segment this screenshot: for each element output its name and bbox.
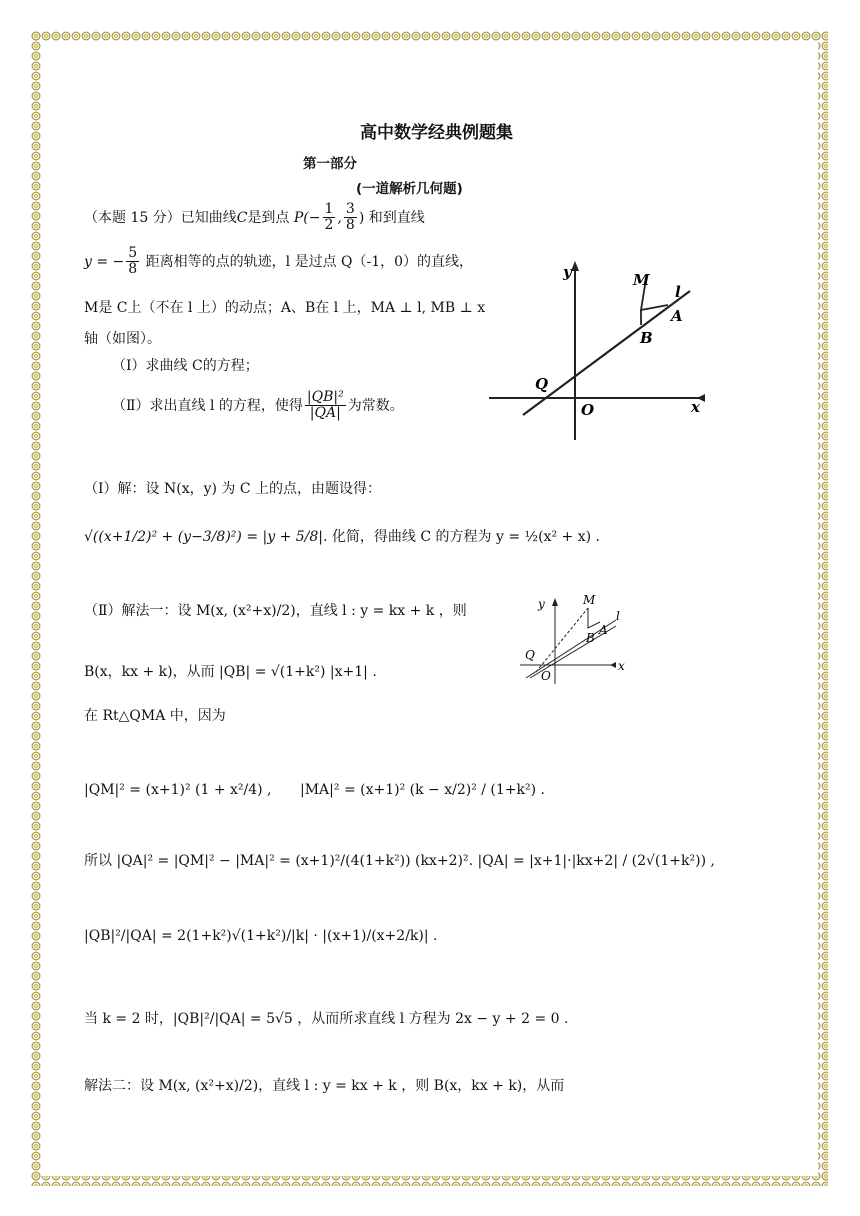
figure-1-diagram [485,255,710,445]
numerator: |QB|² [306,389,344,405]
fraction-half [323,202,336,234]
problem-text: 为常数。 [347,397,404,414]
solution-2-line-6: |QB|²/|QA| = 2(1+k²)√(1+k²)/|k| · |(x+1)/(x+2/k)| . [84,928,438,944]
part-heading: 第一部分 [303,156,357,172]
fig1-label-x: x [691,398,700,416]
qa-squared-equation: 所以 |QA|² = |QM|² − |MA|² = (x+1)²/(4(1+k²)) (kx+2)² [84,853,469,869]
fig1-label-b: B [640,329,653,347]
distance-equation: √((x+1/2)² + (y−3/8)²) = |y + 5/8| [84,529,324,545]
fig2-label-m: M [583,593,596,607]
y-arrow-icon [571,261,579,271]
problem-text: （Ⅱ）求出直线 l 的方程，使得 [112,397,303,414]
fig1-label-q: Q [535,375,549,393]
fig1-label-a: A [671,307,683,325]
problem-line-2 [84,246,473,278]
problem-line-3: M是 C上（不在 l 上）的动点；A、B在 l 上，MA ⊥ l, MB ⊥ x [84,300,486,316]
fig2-label-a: A [599,623,608,637]
solution-1-result: . 化简，得曲线 C 的方程为 y = ½(x² + x) . [323,529,600,545]
numerator: 1 [324,201,334,217]
fig2-label-o: O [541,669,551,683]
denominator: 8 [345,217,355,234]
fig2-label-l: l [616,609,620,623]
fraction-three-eighths [344,202,357,234]
solution-2-line-7: 当 k = 2 时，|QB|²/|QA| = 5√5 ，从而所求直线 l 方程为 2x − y + 2 = 0 . [84,1011,569,1027]
problem-text: 是到点 [247,209,290,226]
figure-2-diagram [508,592,633,688]
problem-line-4: 轴（如图）。 [84,331,161,347]
numerator: 5 [128,245,138,261]
page-title: 高中数学经典例题集 [360,123,513,143]
fig2-label-x: x [618,659,625,673]
denominator: 2 [324,217,334,234]
fig1-label-m: M [633,271,650,289]
x-arrow-icon [610,662,616,668]
solution-2-line-1 [84,600,467,620]
problem-text: ) 和到直线 [358,209,425,226]
problem-text: （本题 15 分）已知曲线 [84,209,237,226]
question-2 [112,390,404,422]
question-1: （Ⅰ）求曲线 C的方程； [112,358,259,374]
solution-2-line-2: B(x，kx + k)，从而 |QB| = √(1+k²) |x+1| . [84,664,377,680]
numerator: 3 [345,201,355,217]
curve-symbol: C [236,209,248,226]
y-arrow-icon [552,598,558,606]
fig1-label-o: O [581,401,595,419]
fig2-label-y: y [538,597,545,611]
denominator: 8 [128,261,138,278]
fig1-label-y: y [563,263,572,281]
ratio-fraction [305,390,346,422]
solution-1-intro: （Ⅰ）解：设 N(x，y) 为 C 上的点，由题设得： [84,481,382,497]
line-definition: ，直线 l : y = kx + k ，则 [295,603,467,619]
qa-equation: . |QA| = |x+1|·|kx+2| / (2√(1+k²)) , [468,853,715,869]
line-equation: y = − [84,253,125,270]
solution-1-equation [84,526,600,546]
fraction-five-eighths [126,246,139,278]
solution-2-line-3: 在 Rt△QMA 中，因为 [84,708,226,724]
point-m-definition: （Ⅱ）解法一：设 M(x, (x²+x)/2) [84,603,296,619]
solution-2-line-5 [84,850,715,870]
fig1-label-l: l [675,283,681,301]
denominator: |QA| [309,405,341,422]
fig2-label-b: B [586,631,595,645]
problem-text: 距离相等的点的轨迹，l 是过点 Q（-1，0）的直线， [145,253,474,270]
fig2-label-q: Q [525,648,535,662]
equation-qm: |QM|² = (x+1)² (1 + x²/4) , [84,782,272,798]
subtitle: (一道解析几何题) [356,181,463,197]
equation-ma: |MA|² = (x+1)² (k − x/2)² / (1+k²) . [300,782,545,798]
solution-2-line-8: 解法二：设 M(x, (x²+x)/2)，直线 l : y = kx + k ，则 B(x，kx + k)，从而 [84,1078,565,1094]
problem-line-1: （本题 15 分）已知曲线C是到点 P(− $\frac{1}{2}$ , $\frac{3}{8}$ ) 和到直线 [84,201,425,234]
point-p: P(− [293,209,321,226]
